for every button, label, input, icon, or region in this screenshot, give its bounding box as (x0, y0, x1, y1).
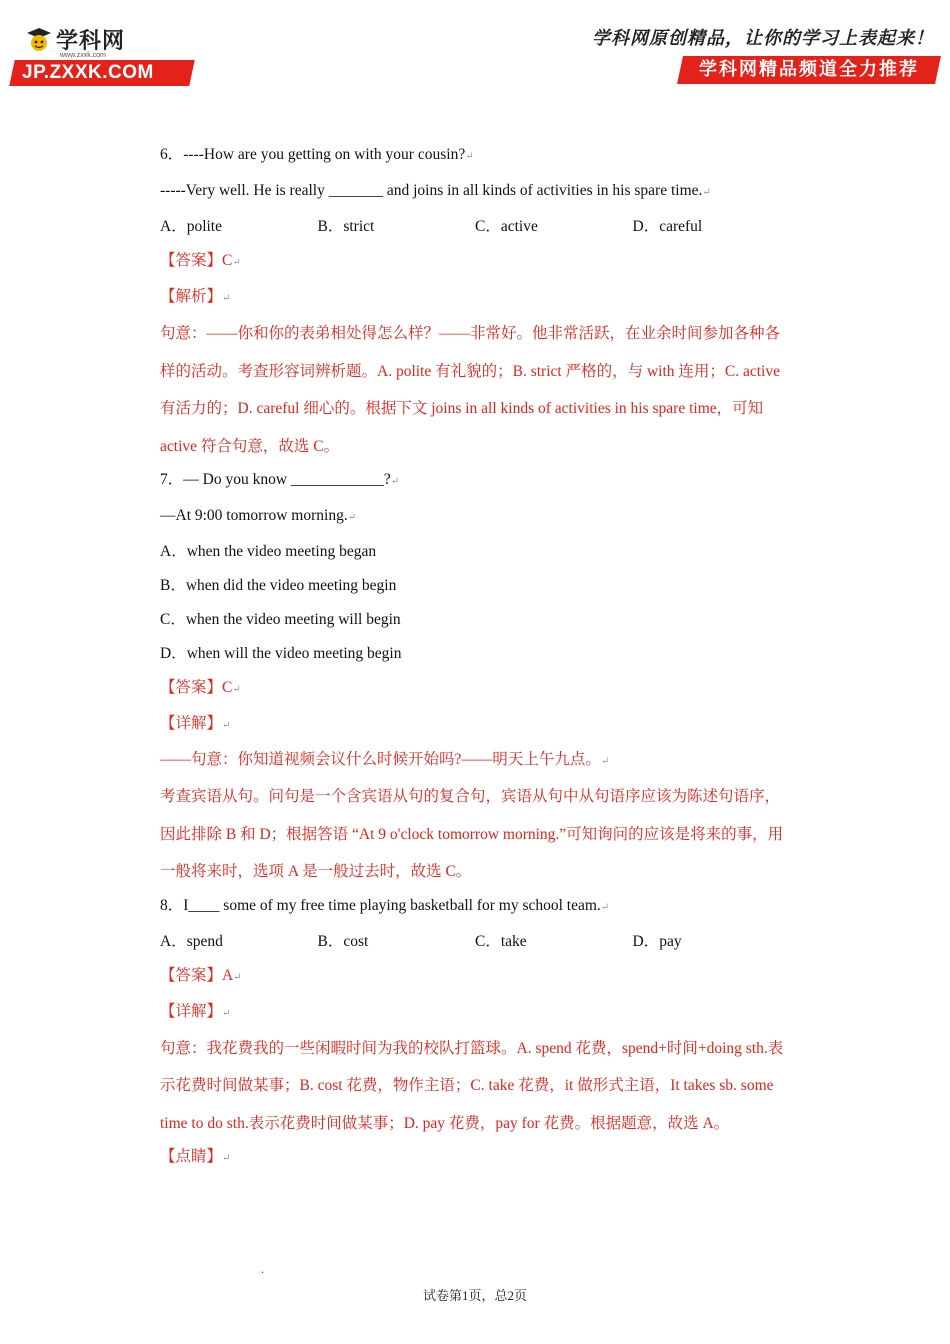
document-body (160, 138, 790, 1176)
q7-detail-translation: ——句意：你知道视频会议什么时候开始吗?——明天上午九点。↵ (160, 751, 610, 768)
q8-options (160, 925, 790, 959)
q7-option-a: A．when the video meeting began (160, 543, 377, 560)
q7-stem-response: —At 9:00 tomorrow morning.↵ (160, 507, 357, 524)
q8-stem: 8．I____ some of my free time playing basketball for my school team.↵ (160, 896, 610, 914)
q8-option-b: B．cost (317, 932, 369, 950)
page-footer: 试卷第1页，总2页 (422, 1288, 527, 1303)
logo-cn-text: 学科网 (56, 29, 126, 54)
q6-analysis: 句意：——你和你的表弟相处得怎么样？——非常好。他非常活跃，在业余时间参加各种各样的活动。考查形容词辨析题。A. polite 有礼貌的；B. strict 严格的，与 with 连用；C. active 有活力的；D. careful 细心的。根据下文 joins in all kinds of activities in his spare time，可知 active 符合句意，故选 C。 (160, 325, 781, 455)
q8-option-a: A．spend (160, 932, 223, 950)
q7-stem: 7．— Do you know ____________?↵ (160, 471, 400, 488)
q7-option-c: C．when the video meeting will begin (160, 611, 401, 628)
q7-option-d: D．when will the video meeting begin (160, 645, 402, 662)
q7-answer: 【答案】C↵ (160, 679, 241, 696)
q7-detail: 考查宾语从句。问句是一个含宾语从句的复合句，宾语从句中从句语序应该为陈述句语序，因此排除 B 和 D；根据答语 “At 9 o'clock tomorrow morning.”可知询问的应该是将来的事，用一般将来时，选项 A 是一般过去时，故选 C。 (160, 788, 784, 880)
q6-option-b: B．strict (317, 218, 375, 235)
q6-stem: 6．----How are you getting on with your cousin?↵ (160, 146, 474, 163)
logo (12, 20, 197, 88)
logo-url-small: www.zxxk.com (60, 52, 106, 59)
logo-top (24, 24, 125, 55)
page-dot: . (261, 1262, 264, 1276)
q6-option-d: D．careful (632, 218, 703, 235)
q7-detail-label: 【详解】↵ (160, 715, 231, 732)
q8-answer: 【答案】A↵ (160, 966, 242, 984)
q7-option-b: B．when did the video meeting begin (160, 577, 397, 594)
q8-detail-label: 【详解】↵ (160, 1002, 231, 1020)
logo-url: JP.ZXXK.COM (22, 62, 154, 83)
q6-analysis-label: 【解析】↵ (160, 288, 231, 305)
q6-options (160, 210, 790, 244)
mascot-icon (24, 26, 54, 54)
slogan-banner (677, 56, 941, 84)
q8-detail: 句意：我花费我的一些闲暇时间为我的校队打篮球。A. spend 花费，spend+时间+doing sth.表示花费时间做某事；B. cost 花费，物作主语；C. take 花费，it 做形式主语，It takes sb. some time to do sth.表示花费时间做某事；D. pay 花费，pay for 花费。根据题意，故选 A。 (160, 1039, 784, 1132)
logo-band (9, 60, 195, 86)
q6-stem-response: -----Very well. He is really _______ and joins in all kinds of activities in his spare time.↵ (160, 182, 711, 199)
q6-option-a: A．polite (160, 218, 222, 235)
q6-option-c: C．active (475, 218, 538, 235)
q8-option-c: C．take (475, 932, 527, 950)
slogan-text: 学科网原创精品，让你的学习上表起来！ (592, 28, 934, 49)
banner-text: 学科网精品频道全力推荐 (699, 59, 919, 80)
q6-answer: 【答案】C↵ (160, 252, 241, 269)
header-slogan (592, 24, 938, 86)
q8-option-d: D．pay (632, 932, 682, 950)
q8-dianjing-label: 【点睛】↵ (160, 1148, 231, 1165)
